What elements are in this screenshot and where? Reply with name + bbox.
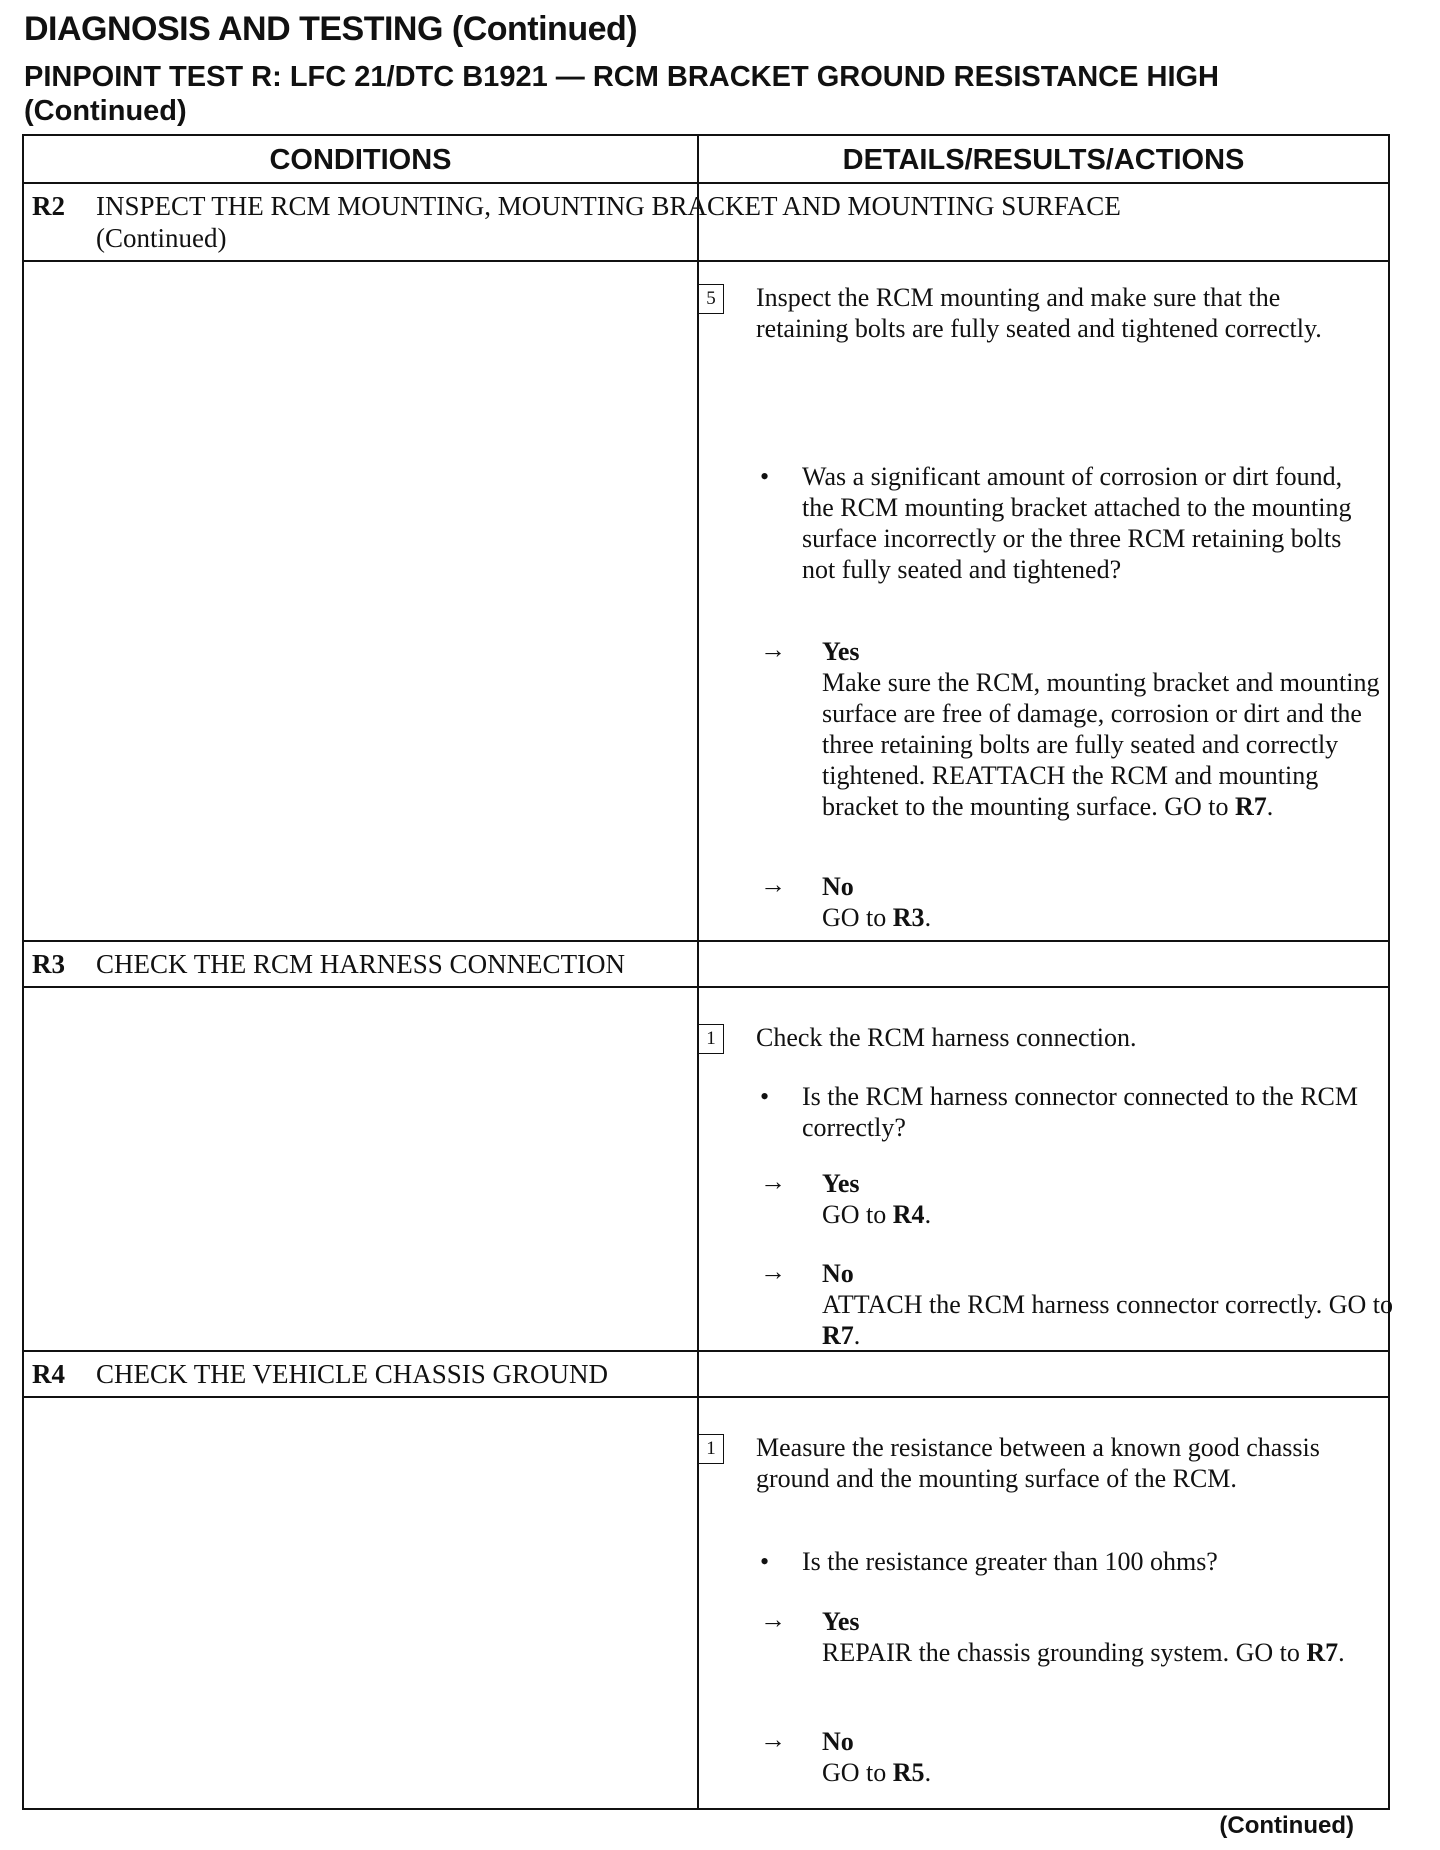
column-header-details: DETAILS/RESULTS/ACTIONS	[842, 144, 1245, 176]
arrow-right-icon: →	[760, 1725, 786, 1754]
result-yes-r3: → Yes GO to R4.	[760, 1168, 1400, 1230]
result-label-no: No	[822, 872, 854, 901]
result-label-no: No	[822, 1727, 854, 1756]
step-reference: R5	[892, 1758, 925, 1787]
step-number-box: 5	[698, 284, 724, 314]
row-divider	[24, 940, 1388, 942]
result-text: ATTACH the RCM harness connector correctly. GO to	[822, 1290, 1393, 1319]
step-text: Check the RCM harness connection.	[756, 1023, 1137, 1052]
question-text: Is the resistance greater than 100 ohms?	[802, 1547, 1218, 1576]
row-divider	[24, 182, 1388, 184]
question-r4	[760, 1546, 1360, 1577]
result-yes-r4: → Yes REPAIR the chassis grounding system. GO to R7.	[760, 1606, 1400, 1668]
section-title-continued: (Continued)	[96, 223, 227, 253]
question-text: Was a significant amount of corrosion or dirt found, the RCM mounting bracket attached to the mounting surface incorrectly or the three RCM retaining bolts not fully seated and tightened?	[802, 462, 1352, 584]
arrow-right-icon: →	[760, 1167, 786, 1196]
arrow-right-icon: →	[760, 1257, 786, 1286]
row-divider	[24, 1350, 1388, 1352]
result-no-r4: → No GO to R5.	[760, 1726, 1400, 1788]
section-title: CHECK THE VEHICLE CHASSIS GROUND	[96, 1359, 609, 1389]
result-text: Make sure the RCM, mounting bracket and mounting surface are free of damage, corrosion or dirt and the three retaining bolts are fully seated and correctly tightened. REATTACH the RCM and mounting bracket to the mounting surface. GO to	[822, 668, 1380, 821]
row-divider	[24, 1396, 1388, 1398]
step-reference: R7	[1235, 792, 1267, 821]
section-id: R3	[32, 949, 65, 979]
question-r3	[760, 1081, 1360, 1143]
arrow-right-icon: →	[760, 870, 786, 899]
row-divider	[24, 260, 1388, 262]
result-text: REPAIR the chassis grounding system. GO to	[822, 1638, 1300, 1667]
pinpoint-test-table	[22, 134, 1393, 1810]
section-header-r2	[32, 190, 1372, 254]
column-header-conditions: CONDITIONS	[269, 144, 452, 176]
step-reference: R4	[892, 1200, 925, 1229]
result-label-yes: Yes	[822, 1169, 860, 1198]
result-label-no: No	[822, 1259, 854, 1288]
arrow-right-icon: →	[760, 1605, 786, 1634]
question-r2	[760, 461, 1360, 585]
step-number-box: 1	[698, 1434, 724, 1464]
question-text: Is the RCM harness connector connected to the RCM correctly?	[802, 1082, 1358, 1142]
step-text: Measure the resistance between a known good chassis ground and the mounting surface of the RCM.	[756, 1433, 1320, 1493]
result-label-yes: Yes	[822, 637, 860, 666]
section-header-r3	[32, 948, 1372, 980]
result-yes-r2: → Yes Make sure the RCM, mounting bracket and mounting surface are free of damage, corrosion or dirt and the three retaining bolts are fully seated and correctly tightened. REATTACH the RCM and mounting bracket to the mounting surface. GO to R7.	[760, 636, 1400, 822]
section-title: INSPECT THE RCM MOUNTING, MOUNTING BRACKET AND MOUNTING SURFACE	[96, 191, 1121, 221]
arrow-right-icon: →	[760, 635, 786, 664]
section-header-r4	[32, 1358, 1372, 1390]
bullet-icon: •	[760, 1547, 770, 1576]
result-no-r2: → No GO to R3.	[760, 871, 1400, 933]
document-title: DIAGNOSIS AND TESTING (Continued)	[24, 10, 638, 48]
step-text: Inspect the RCM mounting and make sure that the retaining bolts are fully seated and tightened correctly.	[756, 283, 1322, 343]
step-reference: R7	[822, 1321, 854, 1350]
result-no-r3: → No ATTACH the RCM harness connector correctly. GO to R7.	[760, 1258, 1400, 1351]
row-divider	[24, 986, 1388, 988]
step-r2-5	[698, 282, 1358, 344]
step-r4-1	[698, 1432, 1358, 1494]
result-text: GO to	[822, 1758, 887, 1787]
step-reference: R3	[892, 903, 925, 932]
bullet-icon: •	[760, 462, 770, 491]
continued-footer: (Continued)	[1219, 1812, 1354, 1839]
bullet-icon: •	[760, 1082, 770, 1111]
result-text: GO to	[822, 903, 887, 932]
step-reference: R7	[1306, 1638, 1339, 1667]
result-label-yes: Yes	[822, 1607, 860, 1636]
result-text: GO to	[822, 1200, 887, 1229]
pinpoint-test-title: PINPOINT TEST R: LFC 21/DTC B1921 — RCM BRACKET GROUND RESISTANCE HIGH (Continued)	[24, 61, 1220, 127]
section-id: R4	[32, 1359, 65, 1389]
step-r3-1	[698, 1022, 1358, 1053]
step-number-box: 1	[698, 1024, 724, 1054]
section-title: CHECK THE RCM HARNESS CONNECTION	[96, 949, 626, 979]
section-id: R2	[32, 191, 65, 221]
